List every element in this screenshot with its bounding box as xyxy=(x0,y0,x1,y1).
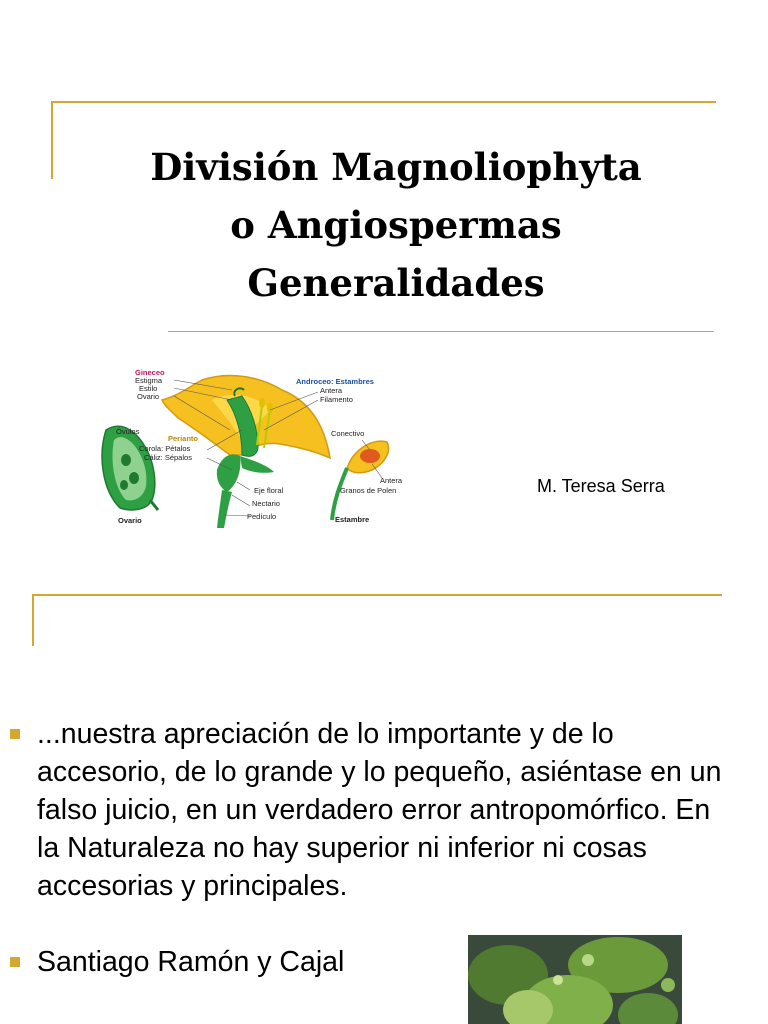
bullet-marker xyxy=(10,729,20,739)
label-corola: Corola: Pétalos xyxy=(139,444,191,453)
title-line-2: o Angiospermas xyxy=(230,203,562,247)
frame-left-line xyxy=(51,101,53,179)
label-estambre-caption: Estambre xyxy=(335,515,370,524)
flower-diagram xyxy=(92,360,432,535)
label-antera: Antera xyxy=(320,386,343,395)
label-ovario: Ovario xyxy=(137,392,160,401)
label-granos: Granos de Polen xyxy=(340,486,397,495)
ovary-section-image xyxy=(102,426,158,510)
label-pediculo: Pedículo xyxy=(247,512,277,521)
label-caliz: Cáliz: Sépalos xyxy=(144,453,192,462)
label-eje-floral: Eje floral xyxy=(254,486,284,495)
frame-top-line-2 xyxy=(32,594,722,596)
bullet-text: ...nuestra apreciación de lo importante y de lo accesorio, de lo grande y lo pequeño, asiéntase en un falso juicio, en un verdadero error antropomórfico. En la Naturaleza no hay superior ni inferior ni cosas accesorias y principales. xyxy=(37,718,722,902)
title-underline xyxy=(168,331,714,332)
frame-left-line-2 xyxy=(32,594,34,646)
bullet-text: Santiago Ramón y Cajal xyxy=(37,946,345,978)
label-perianto: Perianto xyxy=(168,434,199,443)
author-name: M. Teresa Serra xyxy=(537,476,665,496)
bullet-marker xyxy=(10,957,20,967)
label-gineceo: Gineceo xyxy=(135,368,165,377)
label-conectivo: Conectivo xyxy=(331,429,365,438)
label-nectario: Nectario xyxy=(252,499,280,508)
quote-slide xyxy=(0,580,768,1024)
label-filamento: Filamento xyxy=(320,395,353,404)
frame-top-line xyxy=(51,101,716,103)
label-antera-2: Antera xyxy=(380,476,403,485)
title-line-1: División Magnoliophyta xyxy=(150,145,642,189)
label-estigma: Estigma xyxy=(135,376,163,385)
label-estilo: Estilo xyxy=(139,384,158,393)
label-ovario-caption: Ovario xyxy=(118,516,142,525)
slide-title xyxy=(110,138,682,312)
label-ovulos: Óvulos xyxy=(116,427,140,436)
label-androceo: Androceo: Estambres xyxy=(296,377,374,386)
title-line-3: Generalidades xyxy=(247,261,545,305)
bullet-item-quote xyxy=(10,715,730,905)
plant-photo xyxy=(468,935,682,1024)
